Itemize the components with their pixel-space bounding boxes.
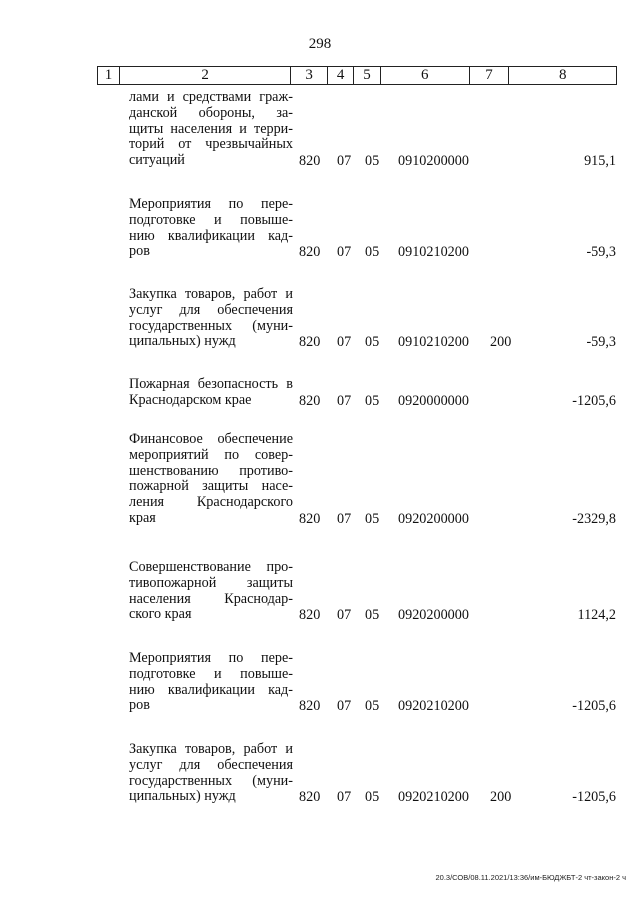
description-line: нию квалификации кад- bbox=[129, 681, 293, 698]
description-line: подготовке и повыше- bbox=[129, 211, 293, 228]
column-5-header: 5 bbox=[354, 67, 381, 84]
column-8-header: 8 bbox=[558, 67, 567, 83]
cell-c8: 915,1 bbox=[584, 153, 616, 170]
description-line: государственных (муни- bbox=[129, 317, 293, 334]
row-description bbox=[129, 90, 293, 169]
cell-c3: 820 bbox=[299, 153, 321, 170]
description-line: Совершенствование про- bbox=[129, 559, 293, 575]
description-line: ров bbox=[129, 243, 150, 260]
description-line: услуг для обеспечения bbox=[129, 301, 293, 318]
cell-c7: 200 bbox=[490, 334, 512, 351]
description-line: мероприятий по совер- bbox=[129, 446, 293, 463]
row-description bbox=[129, 432, 293, 527]
cell-c4: 07 bbox=[337, 698, 352, 715]
cell-c4: 07 bbox=[337, 511, 352, 527]
cell-c3: 820 bbox=[299, 607, 321, 624]
description-line: шенствованию противо- bbox=[129, 462, 293, 479]
cell-c5: 05 bbox=[365, 698, 380, 715]
description-line: Мероприятия по пере- bbox=[129, 650, 293, 666]
cell-c6: 0920200000 bbox=[398, 511, 469, 527]
cell-c3: 820 bbox=[299, 698, 321, 715]
description-line: ления Краснодарского bbox=[129, 494, 293, 511]
row-description bbox=[129, 377, 293, 409]
row-description bbox=[129, 197, 293, 260]
row-description bbox=[129, 742, 293, 805]
description-line: государственных (муни- bbox=[129, 772, 293, 789]
cell-c6: 0910210200 bbox=[398, 334, 469, 351]
cell-c5: 05 bbox=[365, 334, 380, 351]
description-line: Закупка товаров, работ и bbox=[129, 741, 293, 757]
column-number-header bbox=[97, 66, 617, 85]
description-line: подготовке и повыше- bbox=[129, 665, 293, 682]
description-line: края bbox=[129, 509, 156, 526]
cell-c6: 0920000000 bbox=[398, 392, 469, 409]
cell-c6: 0920210200 bbox=[398, 698, 469, 715]
cell-c6: 0920200000 bbox=[398, 607, 469, 624]
cell-c6: 0910210200 bbox=[398, 244, 469, 261]
description-line: нию квалификации кад- bbox=[129, 227, 293, 244]
description-line: пожарной защиты насе- bbox=[129, 478, 293, 495]
column-2-header: 2 bbox=[120, 67, 291, 84]
description-line: ситуаций bbox=[129, 152, 185, 169]
row-description bbox=[129, 287, 293, 350]
description-line: Мероприятия по пере- bbox=[129, 196, 293, 212]
description-line: населения Краснодар- bbox=[129, 590, 293, 607]
description-line: ципальных) нужд bbox=[129, 788, 236, 805]
cell-c8: -59,3 bbox=[586, 244, 616, 261]
description-line: данской обороны, за- bbox=[129, 104, 293, 121]
cell-c8: 1124,2 bbox=[577, 607, 616, 624]
cell-c8: -1205,6 bbox=[572, 789, 616, 806]
cell-c4: 07 bbox=[337, 392, 352, 409]
cell-c8: -1205,6 bbox=[572, 698, 616, 715]
cell-c6: 0910200000 bbox=[398, 153, 469, 170]
description-line: ципальных) нужд bbox=[129, 333, 236, 350]
description-line: Краснодарском крае bbox=[129, 391, 252, 408]
row-description bbox=[129, 560, 293, 623]
cell-c8: -2329,8 bbox=[572, 511, 616, 527]
cell-c5: 05 bbox=[365, 244, 380, 261]
description-line: Закупка товаров, работ и bbox=[129, 286, 293, 302]
cell-c5: 05 bbox=[365, 392, 380, 409]
cell-c4: 07 bbox=[337, 153, 352, 170]
cell-c3: 820 bbox=[299, 334, 321, 351]
cell-c8: -1205,6 bbox=[572, 392, 616, 409]
description-line: Пожарная безопасность в bbox=[129, 376, 293, 392]
cell-c4: 07 bbox=[337, 244, 352, 261]
document-code-footer: 20.3/СОВ/08.11.2021/13:36/им-БЮДЖБТ-2 чт-закон-2 ч bbox=[435, 873, 626, 882]
cell-c5: 05 bbox=[365, 607, 380, 624]
cell-c6: 0920210200 bbox=[398, 789, 469, 806]
cell-c4: 07 bbox=[337, 334, 352, 351]
cell-c3: 820 bbox=[299, 789, 321, 806]
cell-c3: 820 bbox=[299, 511, 321, 527]
cell-c5: 05 bbox=[365, 153, 380, 170]
description-line: услуг для обеспечения bbox=[129, 756, 293, 773]
description-line: лами и средствами граж- bbox=[129, 89, 293, 105]
page-number: 298 bbox=[308, 36, 332, 52]
cell-c4: 07 bbox=[337, 607, 352, 624]
description-line: Финансовое обеспечение bbox=[129, 431, 293, 447]
description-line: тивопожарной защиты bbox=[129, 574, 293, 591]
cell-c3: 820 bbox=[299, 392, 321, 409]
cell-c5: 05 bbox=[365, 789, 380, 806]
column-1-header: 1 bbox=[98, 67, 120, 84]
cell-c7: 200 bbox=[490, 789, 512, 806]
row-description bbox=[129, 651, 293, 714]
cell-c8: -59,3 bbox=[586, 334, 616, 351]
cell-c5: 05 bbox=[365, 511, 380, 527]
column-4-header: 4 bbox=[328, 67, 354, 84]
column-3-header: 3 bbox=[291, 67, 328, 84]
cell-c3: 820 bbox=[299, 244, 321, 261]
description-line: торий от чрезвычайных bbox=[129, 136, 293, 153]
column-6-header: 6 bbox=[381, 67, 470, 84]
description-line: ров bbox=[129, 697, 150, 714]
column-7-header: 7 bbox=[470, 67, 510, 84]
cell-c4: 07 bbox=[337, 789, 352, 806]
description-line: ского края bbox=[129, 606, 192, 623]
description-line: щиты населения и терри- bbox=[129, 120, 293, 137]
